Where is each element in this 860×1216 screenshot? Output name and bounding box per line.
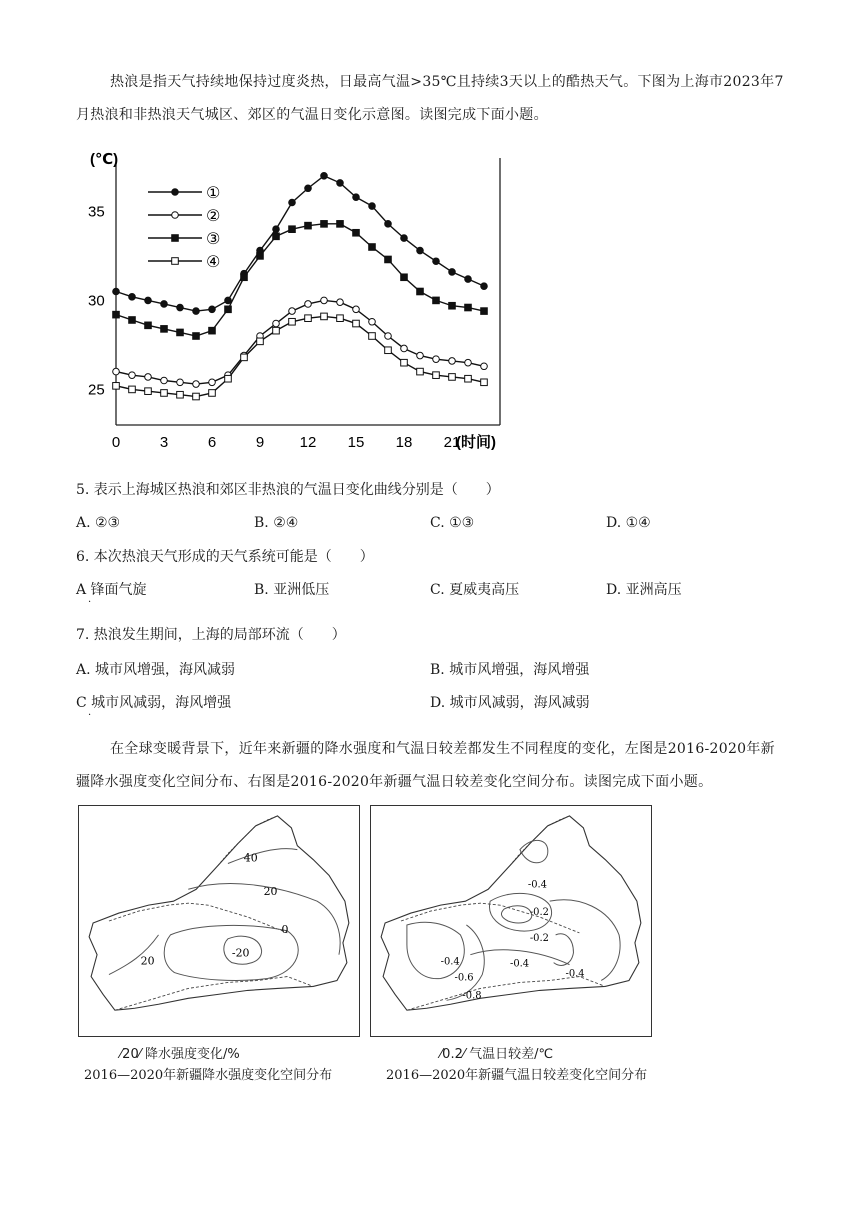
x-tick-label: 21 xyxy=(443,434,461,451)
data-point xyxy=(145,322,152,329)
temperature-range-map xyxy=(370,805,652,1037)
intro-text: 热浪是指天气持续地保持过度炎热，日最高气温>35℃且持续3天以上的酷热天气。下图为上海市2023年7月热浪和非热浪天气城区、郊区的气温日变化示意图。读图完成下面小题。 xyxy=(76,74,784,123)
data-point xyxy=(145,374,152,381)
legend-marker xyxy=(172,189,179,196)
legend-label: ④ xyxy=(206,254,221,271)
data-point xyxy=(305,222,312,229)
data-point xyxy=(241,354,248,361)
data-point xyxy=(145,297,152,304)
data-point xyxy=(369,244,376,251)
data-point xyxy=(401,274,408,281)
q6-option-b[interactable]: B. 亚洲低压 xyxy=(254,582,330,598)
contour-label: 20 xyxy=(140,954,155,968)
q7-option-d[interactable]: D. 城市风减弱，海风减弱 xyxy=(430,695,590,711)
legend-line-icon: ⁄ xyxy=(120,1047,123,1062)
data-point xyxy=(225,306,232,313)
data-point xyxy=(449,358,456,365)
contour-label: -0.6 xyxy=(454,972,474,984)
q6-option-c[interactable]: C. 夏威夷高压 xyxy=(430,582,520,598)
contour-label: -0.4 xyxy=(510,958,530,970)
data-point xyxy=(401,235,408,242)
q7-option-b[interactable]: B. 城市风增强，海风增强 xyxy=(430,662,590,678)
data-point xyxy=(289,308,296,315)
legend-marker xyxy=(172,258,179,265)
data-point xyxy=(273,226,280,233)
question-7-stem: 7. 热浪发生期间，上海的局部环流（ ） xyxy=(76,627,346,643)
data-point xyxy=(209,327,216,334)
data-point xyxy=(113,383,120,390)
data-point xyxy=(465,375,472,382)
data-point xyxy=(385,333,392,340)
contour-label: -0.4 xyxy=(527,879,547,891)
data-point xyxy=(353,229,360,236)
precipitation-map-svg xyxy=(79,806,359,1036)
data-point xyxy=(273,327,280,334)
data-point xyxy=(273,320,280,327)
x-tick-label: 0 xyxy=(111,434,121,451)
contour-label: -0.2 xyxy=(529,907,549,919)
data-point xyxy=(369,333,376,340)
data-point xyxy=(385,256,392,263)
decorative-dot: · xyxy=(88,710,92,721)
data-point xyxy=(305,315,312,322)
contour-label: 0 xyxy=(281,922,289,936)
decorative-dot: · xyxy=(88,597,92,608)
contour-label: -0.4 xyxy=(440,956,460,968)
data-point xyxy=(433,258,440,265)
q5-option-d[interactable]: D. ①④ xyxy=(606,515,651,531)
data-point xyxy=(337,299,344,306)
data-point xyxy=(353,306,360,313)
q5-option-b[interactable]: B. ②④ xyxy=(254,515,299,531)
data-point xyxy=(129,372,136,379)
data-point xyxy=(225,297,232,304)
precipitation-map-caption: 2016—2020年新疆降水强度变化空间分布 xyxy=(84,1068,333,1083)
data-point xyxy=(417,247,424,254)
legend-line-icon: ⁄ xyxy=(440,1047,443,1062)
data-point xyxy=(289,226,296,233)
y-tick-label: 35 xyxy=(88,203,105,221)
data-point xyxy=(305,301,312,308)
data-point xyxy=(113,311,120,318)
data-point xyxy=(337,221,344,228)
data-point xyxy=(481,379,488,386)
data-point xyxy=(401,345,408,352)
temperature-range-legend: ⁄0.2⁄ 气温日较差/℃ xyxy=(440,1047,554,1062)
contour-label: -0.8 xyxy=(462,990,482,1002)
data-point xyxy=(209,306,216,313)
data-point xyxy=(129,317,136,324)
data-point xyxy=(193,308,200,315)
data-point xyxy=(177,379,184,386)
q7-option-c[interactable]: C 城市风减弱，海风增强 xyxy=(76,695,232,711)
series-line-2 xyxy=(116,300,484,384)
data-point xyxy=(177,304,184,311)
data-point xyxy=(353,194,360,201)
x-tick-label: 18 xyxy=(395,434,413,451)
precipitation-map xyxy=(78,805,360,1037)
data-point xyxy=(161,326,168,333)
temperature-range-map-svg xyxy=(371,806,651,1036)
intro-text-2: 在全球变暖背景下，近年来新疆的降水强度和气温日较差都发生不同程度的变化，左图是2016-2020年新疆降水强度变化空间分布、右图是2016-2020年新疆气温日较差变化空间分布。读图完成下面小题。 xyxy=(76,741,775,790)
data-point xyxy=(433,356,440,363)
data-point xyxy=(193,333,200,340)
precipitation-legend: ⁄20⁄ 降水强度变化/% xyxy=(120,1047,240,1062)
data-point xyxy=(321,173,328,180)
question-6-stem: 6. 本次热浪天气形成的天气系统可能是（ ） xyxy=(76,549,374,565)
data-point xyxy=(305,185,312,192)
contour-label: -20 xyxy=(231,946,250,960)
legend-marker xyxy=(172,235,179,242)
data-point xyxy=(193,393,200,400)
y-axis-label: (℃) xyxy=(90,151,119,168)
data-point xyxy=(321,221,328,228)
data-point xyxy=(337,315,344,322)
data-point xyxy=(433,297,440,304)
y-tick-label: 25 xyxy=(88,381,105,399)
intro-paragraph-heatwave xyxy=(76,66,786,132)
data-point xyxy=(433,372,440,379)
data-point xyxy=(401,359,408,366)
data-point xyxy=(417,368,424,375)
contour-label: -0.4 xyxy=(565,968,585,980)
data-point xyxy=(161,390,168,397)
q7-option-a[interactable]: A. 城市风增强，海风减弱 xyxy=(76,662,236,678)
data-point xyxy=(145,388,152,395)
data-point xyxy=(257,338,264,345)
data-point xyxy=(353,320,360,327)
data-point xyxy=(385,221,392,228)
data-point xyxy=(193,381,200,388)
legend-label: ③ xyxy=(206,231,221,248)
data-point xyxy=(273,233,280,240)
x-tick-label: 9 xyxy=(255,434,265,451)
data-point xyxy=(289,199,296,206)
data-point xyxy=(257,253,264,260)
data-point xyxy=(321,297,328,304)
y-tick-label: 30 xyxy=(88,292,105,310)
series-line-1 xyxy=(116,176,484,311)
data-point xyxy=(481,308,488,315)
data-point xyxy=(481,283,488,290)
legend-line-icon: ⁄ xyxy=(462,1047,470,1062)
q6-option-a[interactable]: A 锋面气旋 xyxy=(76,582,147,598)
data-point xyxy=(129,294,136,301)
legend-label: ① xyxy=(206,185,221,202)
x-axis-label: (时间) xyxy=(456,434,496,451)
series-line-3 xyxy=(116,224,484,336)
legend-line-icon: ⁄ xyxy=(138,1047,146,1062)
q6-option-d[interactable]: D. 亚洲高压 xyxy=(606,582,682,598)
q5-option-a[interactable]: A. ②③ xyxy=(76,515,121,531)
x-tick-label: 6 xyxy=(207,434,217,451)
data-point xyxy=(449,374,456,381)
temperature-range-map-caption: 2016—2020年新疆气温日较差变化空间分布 xyxy=(386,1068,648,1083)
legend-marker xyxy=(172,212,179,219)
contour-label: -0.2 xyxy=(529,932,549,944)
series-line-4 xyxy=(116,316,484,396)
contour-label: 40 xyxy=(243,851,258,865)
question-5-stem: 5. 表示上海城区热浪和郊区非热浪的气温日变化曲线分别是（ ） xyxy=(76,482,500,498)
data-point xyxy=(161,377,168,384)
intro-paragraph-xinjiang xyxy=(76,733,786,799)
x-tick-label: 3 xyxy=(159,434,169,451)
q5-option-c[interactable]: C. ①③ xyxy=(430,515,475,531)
data-point xyxy=(465,304,472,311)
data-point xyxy=(177,329,184,336)
data-point xyxy=(225,375,232,382)
data-point xyxy=(481,363,488,370)
data-point xyxy=(369,203,376,210)
data-point xyxy=(113,288,120,295)
x-tick-label: 15 xyxy=(347,434,365,451)
data-point xyxy=(337,180,344,187)
data-point xyxy=(241,274,248,281)
data-point xyxy=(417,352,424,359)
data-point xyxy=(289,318,296,325)
data-point xyxy=(113,368,120,375)
data-point xyxy=(417,288,424,295)
contour-label: 20 xyxy=(263,885,278,899)
data-point xyxy=(321,313,328,320)
data-point xyxy=(465,359,472,366)
x-tick-label: 12 xyxy=(299,434,317,451)
data-point xyxy=(449,302,456,309)
data-point xyxy=(209,379,216,386)
data-point xyxy=(385,347,392,354)
data-point xyxy=(177,391,184,398)
data-point xyxy=(369,318,376,325)
data-point xyxy=(161,301,168,308)
temperature-chart xyxy=(76,140,516,462)
legend-label: ② xyxy=(206,208,221,225)
data-point xyxy=(465,276,472,283)
data-point xyxy=(449,269,456,276)
data-point xyxy=(129,386,136,393)
data-point xyxy=(209,390,216,397)
temperature-chart-svg xyxy=(76,140,516,462)
